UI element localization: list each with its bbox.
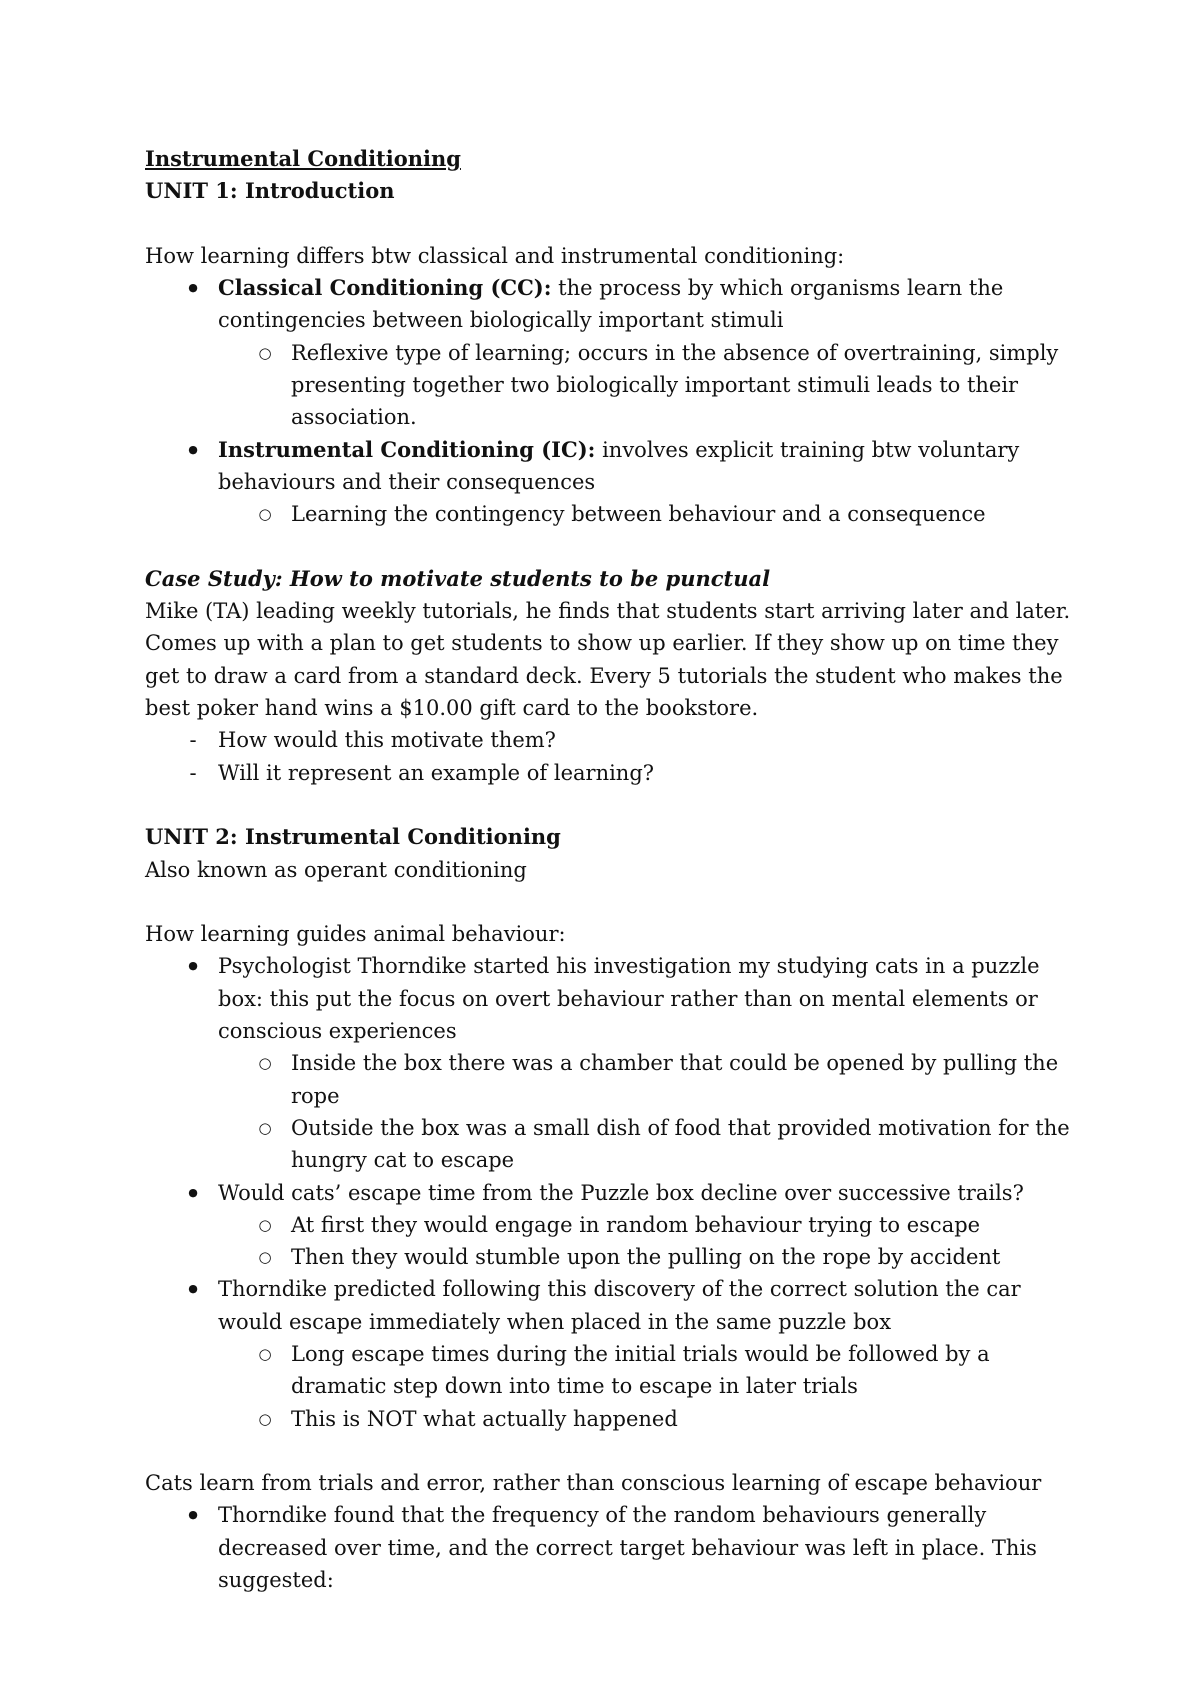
sub-list-item — [145, 337, 1075, 434]
sub-item-text: Inside the box there was a chamber that could be opened by pulling the rope — [291, 1051, 1059, 1108]
bullet-icon: ● — [188, 281, 198, 295]
hollow-bullet-icon: ○ — [258, 343, 272, 362]
bullet-icon: ● — [188, 1508, 198, 1522]
list-item — [145, 724, 1075, 756]
item-text: Thorndike found that the frequency of the random behaviours generally decreased over time, and the correct target behaviour was left in place. This suggested: — [218, 1503, 1037, 1593]
hollow-bullet-icon: ○ — [258, 1248, 272, 1267]
case-study-questions — [145, 724, 1075, 789]
spacer — [145, 208, 1075, 240]
sub-item-text: This is NOT what actually happened — [291, 1406, 678, 1431]
sub-list-item — [145, 1209, 1075, 1241]
spacer — [145, 1435, 1075, 1467]
question-text: Will it represent an example of learning? — [218, 760, 655, 785]
hollow-bullet-icon: ○ — [258, 1215, 272, 1234]
hollow-bullet-icon: ○ — [258, 1054, 272, 1073]
item-text: Would cats’ escape time from the Puzzle box decline over successive trails? — [218, 1180, 1024, 1205]
sub-list-item — [145, 1403, 1075, 1435]
unit2-intro: How learning guides animal behaviour: — [145, 922, 566, 947]
bullet-icon: ● — [188, 1185, 198, 1199]
dash-icon: - — [189, 760, 197, 785]
unit1-list — [145, 272, 1075, 530]
sub-item-text: Reflexive type of learning; occurs in the absence of overtraining, simply presenting together two biologically important stimuli leads to their association. — [291, 340, 1059, 430]
hollow-bullet-icon: ○ — [258, 1344, 272, 1363]
list-item — [145, 757, 1075, 789]
item-text: Psychologist Thorndike started his investigation my studying cats in a puzzle box: this put the focus on overt behaviour rather than on mental elements or conscious experiences — [218, 954, 1040, 1044]
spacer — [145, 886, 1075, 918]
hollow-bullet-icon: ○ — [258, 1118, 272, 1137]
spacer — [145, 789, 1075, 821]
list-item — [145, 434, 1075, 499]
unit1-heading: UNIT 1: Introduction — [145, 178, 395, 204]
unit2-aka: Also known as operant conditioning — [145, 857, 527, 882]
case-study-body: Mike (TA) leading weekly tutorials, he finds that students start arriving later and later. Comes up with a plan to get students to show up earlier. If they show up on time they get to draw a card from a standard deck. Every 5 tutorials the student who makes the best poker hand wins a $10.00 gift card to the bookstore. — [145, 599, 1071, 721]
sub-list-item — [145, 1112, 1075, 1177]
bullet-icon: ● — [188, 1282, 198, 1296]
dash-icon: - — [189, 728, 197, 753]
list-item — [145, 1273, 1075, 1338]
sub-item-text: Learning the contingency between behaviour and a consequence — [291, 502, 986, 527]
list-item — [145, 272, 1075, 337]
sub-item-text: Then they would stumble upon the pulling on the rope by accident — [291, 1245, 1001, 1270]
sub-list-item — [145, 1047, 1075, 1112]
bullet-icon: ● — [188, 442, 198, 456]
sub-list-item — [145, 498, 1075, 530]
document-page — [145, 143, 1075, 1596]
bullet-icon: ● — [188, 959, 198, 973]
sub-item-text: Outside the box was a small dish of food that provided motivation for the hungry cat to escape — [291, 1115, 1070, 1173]
sub-item-text: At first they would engage in random behaviour trying to escape — [291, 1212, 981, 1237]
list-item — [145, 1177, 1075, 1209]
case-study-heading: Case Study: How to motivate students to be punctual — [145, 565, 771, 591]
unit1-intro: How learning differs btw classical and instrumental conditioning: — [145, 243, 845, 268]
document-title: Instrumental Conditioning — [145, 146, 461, 171]
hollow-bullet-icon: ○ — [258, 1409, 272, 1428]
item-text: Thorndike predicted following this discovery of the correct solution the car would escape immediately when placed in the same puzzle box — [218, 1277, 1021, 1334]
cats-intro: Cats learn from trials and error, rather than conscious learning of escape behaviour — [145, 1471, 1042, 1496]
unit2-heading: UNIT 2: Instrumental Conditioning — [145, 824, 561, 850]
sub-list-item — [145, 1241, 1075, 1273]
sub-item-text: Long escape times during the initial trials would be followed by a dramatic step down into time to escape in later trials — [291, 1341, 990, 1399]
list-item — [145, 1499, 1075, 1596]
spacer — [145, 531, 1075, 563]
list-item — [145, 950, 1075, 1047]
definition-text: the process by which organisms learn the contingencies between biologically important stimuli — [218, 276, 1004, 333]
unit2-list — [145, 950, 1075, 1434]
sub-list-item — [145, 1338, 1075, 1403]
hollow-bullet-icon: ○ — [258, 505, 272, 524]
definition-text: involves explicit training btw voluntary behaviours and their consequences — [218, 437, 1020, 494]
term-instrumental-conditioning: Instrumental Conditioning (IC): — [218, 436, 596, 462]
term-classical-conditioning: Classical Conditioning (CC): — [218, 275, 552, 301]
cats-list — [145, 1499, 1075, 1596]
question-text: How would this motivate them? — [218, 728, 556, 753]
